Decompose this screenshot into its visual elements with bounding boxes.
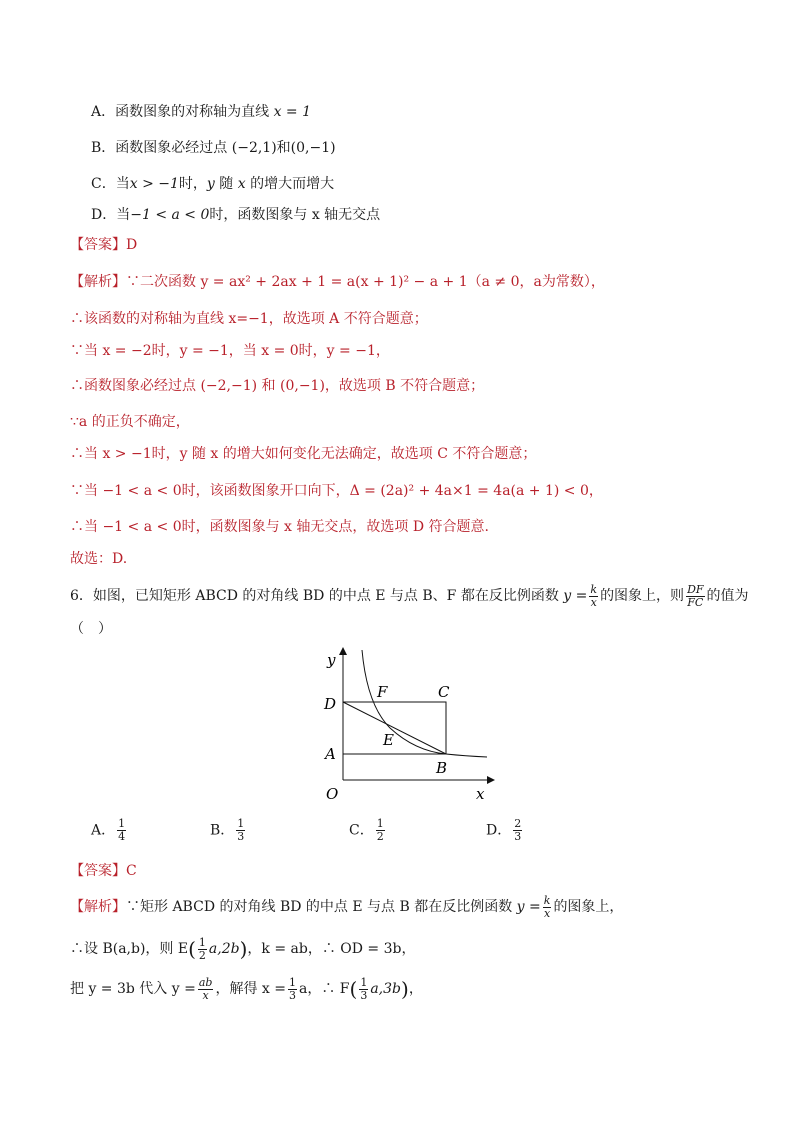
analysis-line-3: ∵当 x = −2时，y = −1，当 x = 0时，y = −1， [70, 343, 390, 359]
fraction-numerator: 2 [514, 817, 522, 830]
analysis2-line-1 [70, 893, 623, 921]
answer-line-q5 [70, 236, 137, 254]
label-b: B [436, 759, 448, 777]
analysis2-fraction-third-2 [359, 977, 368, 1002]
right-paren: ) [401, 977, 409, 1001]
option-c-sui: 随 [214, 176, 238, 192]
analysis2-l3d: a,3b [370, 981, 401, 997]
analysis-text: ∵二次函数 y = ax² + 2ax + 1 = a(x + 1)² − a + 1（a ≠ 0，a为常数）， [126, 274, 605, 290]
analysis2-l3a: 把 y = 3b 代入 y = [70, 981, 196, 997]
option-c-prefix: C．当 [91, 176, 130, 192]
label-c: C [438, 683, 450, 701]
analysis2-fraction-third [288, 977, 297, 1002]
choice-letter: B． [210, 822, 235, 839]
answer-tag: 【答案】 [70, 863, 126, 879]
fraction-numerator: 1 [289, 975, 296, 989]
label-x: x [476, 785, 485, 803]
option-c-x: x [237, 176, 246, 192]
analysis2-l2b: a,2b [208, 941, 240, 957]
analysis-line-9: 故选：D. [70, 551, 128, 567]
x-axis-arrow [487, 776, 495, 784]
analysis2-l3c: a，∴ F [299, 981, 350, 997]
analysis-line-5: ∵a 的正负不确定， [70, 414, 190, 430]
label-f: F [377, 683, 388, 701]
diagonal-bd [343, 702, 446, 754]
fraction-denominator: 2 [198, 948, 206, 962]
fraction-denominator: 3 [289, 988, 296, 1002]
label-y: y [327, 651, 336, 669]
analysis2-l3e: ， [408, 981, 423, 997]
analysis2-y: y = [516, 899, 541, 915]
q6-stem-y: y = [563, 588, 588, 604]
hyperbola-curve [362, 650, 487, 757]
choice-letter: C． [349, 822, 374, 839]
option-c [91, 175, 334, 193]
analysis2-line-3 [70, 974, 423, 1004]
label-o: O [326, 785, 339, 803]
fraction-numerator: k [543, 893, 551, 907]
choice-b[interactable] [210, 818, 247, 843]
option-c-end: 的增大而增大 [245, 176, 335, 192]
answer-value: D [126, 237, 138, 253]
question-6-stem [70, 582, 749, 610]
choice-a[interactable] [91, 818, 128, 843]
analysis2-fraction-half [198, 937, 207, 962]
choice-letter: D． [486, 822, 512, 839]
option-d-end: 时，函数图象与 x 轴无交点 [209, 207, 381, 223]
analysis-line-2: ∴该函数的对称轴为直线 x=−1，故选项 A 不符合题意； [70, 311, 428, 327]
analysis-line-8: ∴当 −1 < a < 0时，函数图象与 x 轴无交点，故选项 D 符合题意. [70, 519, 489, 535]
analysis2-fraction-ab-over-x [198, 977, 214, 1002]
analysis-line-7: ∵当 −1 < a < 0时，该函数图象开口向下，Δ = (2a)² + 4a×1 = 4a(a + 1) < 0， [70, 483, 603, 499]
choice-fraction [513, 818, 522, 843]
option-a-text: A．函数图象的对称轴为直线 [91, 104, 270, 120]
option-c-mid: 时， [178, 176, 207, 192]
fraction-denominator: x [543, 906, 551, 920]
option-d [91, 206, 380, 224]
choice-d[interactable] [486, 818, 524, 843]
rectangle-hyperbola-figure [315, 645, 495, 803]
option-c-y: y [206, 176, 215, 192]
fraction-numerator: k [590, 582, 598, 596]
label-e: E [383, 731, 394, 749]
left-paren: ( [349, 977, 358, 1001]
fraction-numerator: 1 [237, 817, 245, 830]
option-a [91, 103, 311, 121]
fraction-numerator: 1 [360, 975, 368, 989]
q6-stem-b: 的图象上，则 [600, 588, 685, 604]
fraction-denominator: x [202, 988, 209, 1002]
right-paren: ) [239, 937, 248, 961]
analysis2-fraction-k-over-x [543, 895, 552, 920]
choice-fraction [376, 818, 385, 843]
q6-stem-c: 的值为 [706, 588, 749, 604]
answer-tag: 【答案】 [70, 237, 126, 253]
fraction-numerator: 1 [118, 817, 126, 830]
option-b-and: 和 [276, 140, 291, 156]
option-d-prefix: D．当 [91, 207, 131, 223]
choice-fraction [236, 818, 245, 843]
analysis2-tail: 的图象上， [553, 899, 624, 915]
option-b-text: B．函数图象必经过点 [91, 140, 228, 156]
q6-blank: （ ） [70, 621, 112, 637]
y-axis-arrow [339, 647, 347, 655]
fraction-denominator: 3 [514, 830, 522, 843]
fraction-numerator: ab [198, 975, 213, 989]
option-b [91, 139, 336, 157]
analysis-line-1 [70, 273, 605, 291]
fraction-denominator: x [590, 595, 597, 609]
analysis-tag: 【解析】 [70, 274, 126, 290]
option-d-condition: −1 < a < 0 [130, 207, 210, 223]
analysis2-line-2 [70, 934, 415, 964]
q6-stem-a: 6．如图，已知矩形 ABCD 的对角线 BD 的中点 E 与点 B、F 都在反比例函数 [70, 588, 559, 604]
fraction-numerator: 1 [198, 935, 206, 949]
fraction-denominator: FC [687, 595, 704, 609]
option-b-point1: (−2,1) [231, 140, 277, 156]
option-b-point2: (0,−1) [290, 140, 336, 156]
left-paren: ( [188, 937, 196, 961]
analysis2-l2a: ∴设 B(a,b)，则 E [70, 941, 189, 957]
choice-letter: A． [91, 822, 116, 839]
fraction-numerator: DF [687, 582, 704, 596]
analysis-line-4: ∴函数图象必经过点 (−2,−1) 和 (0,−1)，故选项 B 不符合题意； [70, 378, 485, 394]
analysis-line-6: ∴当 x > −1时，y 随 x 的增大如何变化无法确定，故选项 C 不符合题意； [70, 446, 537, 462]
choice-fraction [117, 818, 126, 843]
label-a: A [325, 745, 336, 763]
analysis2-l2c: ，k = ab，∴ OD = 3b， [247, 941, 416, 957]
fraction-denominator: 2 [376, 830, 384, 843]
q6-fraction-k-over-x [589, 584, 598, 609]
answer-line-q6 [70, 862, 137, 880]
fraction-denominator: 3 [237, 830, 245, 843]
q6-fraction-df-over-fc [686, 584, 704, 609]
option-c-condition: x > −1 [129, 176, 179, 192]
label-d: D [324, 695, 337, 713]
fraction-denominator: 4 [118, 830, 126, 843]
answer-value: C [126, 863, 137, 879]
analysis2-text: ∵矩形 ABCD 的对角线 BD 的中点 E 与点 B 都在反比例函数 [126, 899, 513, 915]
fraction-numerator: 1 [376, 817, 384, 830]
option-a-equation: x = 1 [273, 104, 312, 120]
choice-c[interactable] [349, 818, 387, 843]
analysis-tag: 【解析】 [70, 899, 126, 915]
analysis2-l3b: ，解得 x = [215, 981, 286, 997]
fraction-denominator: 3 [360, 988, 368, 1002]
